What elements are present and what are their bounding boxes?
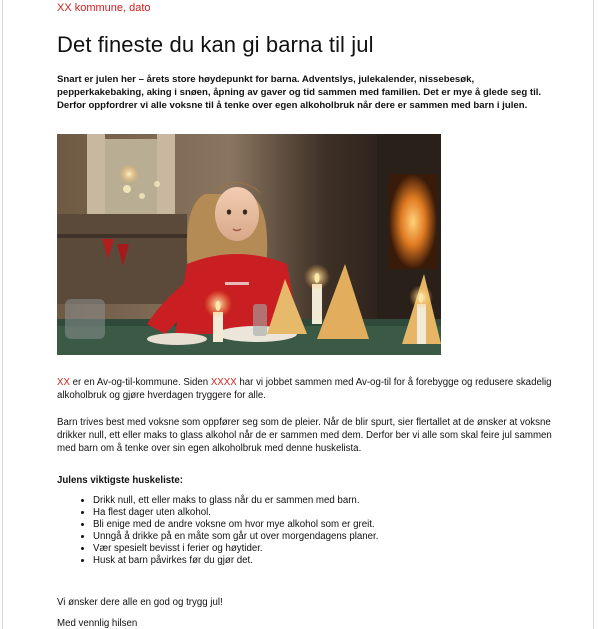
intro-text-part1: er en Av-og-til-kommune. Siden — [69, 377, 211, 388]
checklist-item: • Drikk null, ett eller maks to glass når du er sammen med barn. — [93, 495, 378, 507]
checklist-item: • Vær spesielt bevisst i ferier og høytider. — [93, 543, 378, 555]
signoff: Med vennlig hilsen — [57, 618, 138, 629]
checklist-title: Julens viktigste huskeliste: — [57, 475, 183, 486]
body-paragraph: Barn trives best med voksne som oppfører seg som de pleier. Når de blir spurt, sier flertallet at de ønsker at voksne drikker null, ett eller maks to glass alkohol når de er sammen med dem. Derfor ber vi alle som skal feire jul sammen med barn om å tenke over sin egen alkoholbruk med denne huskelista. — [57, 417, 552, 454]
municipality-placeholder: XX — [57, 377, 70, 388]
checklist-item: • Husk at barn påvirkes før du gjør det. — [93, 555, 378, 567]
checklist-item: • Bli enige med de andre voksne om hvor mye alkohol som er greit. — [93, 519, 378, 531]
intro-text-part2: har vi jobbet sammen med Av-og-til for å forebygge og redusere skadelig alkoholbruk og gjøre hverdagen tryggere for alle. — [57, 377, 552, 401]
article-title: Det fineste du kan gi barna til jul — [57, 32, 374, 57]
checklist-item: • Unngå å drikke på en måte som går ut over morgendagens planer. — [93, 531, 378, 543]
christmas-photo — [57, 134, 441, 355]
year-placeholder: XXXX — [210, 377, 237, 388]
checklist-item: • Ha flest dager uten alkohol. — [93, 507, 378, 519]
girl-at-christmas-table-image — [57, 134, 441, 355]
closing-line: Vi ønsker dere alle en god og trygg jul! — [57, 597, 223, 608]
lead-paragraph: Snart er julen her – årets store høydepunkt for barna. Adventslys, julekalender, nissebesøk, pepperkakebaking, aking i snøen, åpning av gaver og tid sammen med familien. Det er mye å glede seg til. Derfor oppfordrer vi alle voksne til å tenke over egen alkoholbruk når dere er sammen med barn i julen. — [57, 74, 542, 111]
intro-paragraph — [57, 376, 562, 402]
checklist — [57, 495, 378, 567]
dateline: XX kommune, dato — [57, 2, 151, 14]
document-page — [2, 0, 594, 629]
